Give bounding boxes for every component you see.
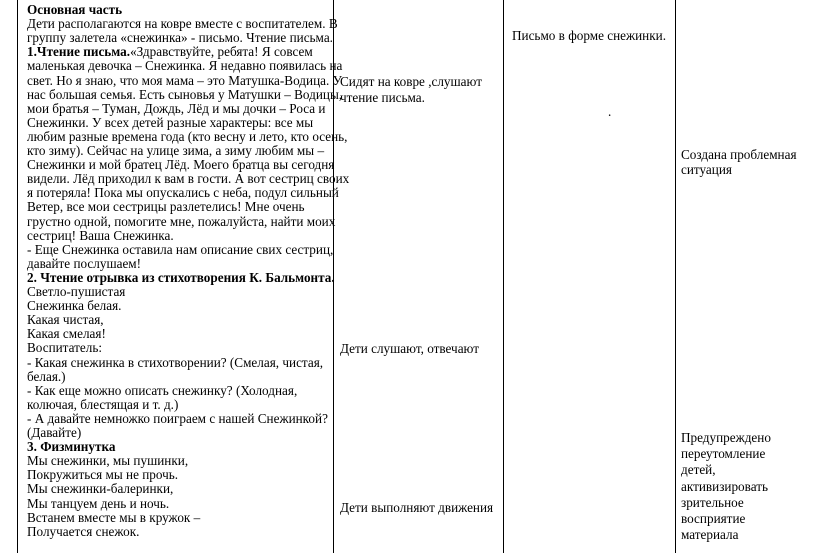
children-activity-1-line-1: Сидят на ковре ,слушают (340, 74, 482, 89)
result-2-line: активизировать (681, 478, 768, 494)
text-segment: Снежинки. У всех детей разные характеры: все мы (27, 114, 314, 130)
bold-text-segment: 3. Физминутка (27, 439, 116, 455)
text-segment: Какая смелая! (27, 326, 106, 342)
text-segment: давайте послушаем! (27, 255, 142, 271)
result-1-line-1: Создана проблемная (681, 147, 797, 162)
text-segment: - Еще Снежинка оставила нам описание свих сестриц, (27, 241, 334, 257)
text-segment: (Давайте) (27, 425, 82, 440)
result-2-line: восприятие (681, 511, 746, 526)
text-segment: маленькая девочка – Снежинка. Я недавно появилась на (27, 58, 343, 74)
text-segment: видели. Лёд приходил к вам в гости. А вот сестриц своих (27, 171, 350, 187)
text-segment: - Как еще можно описать снежинку? (Холодная, (27, 382, 298, 398)
text-segment: Светло-пушистая (27, 284, 126, 299)
table-border-left (17, 0, 18, 553)
materials-item-1: Письмо в форме снежинки. (512, 28, 666, 43)
text-segment: колючая, блестящая и т. д.) (27, 396, 179, 412)
result-2-line: Предупреждено (681, 430, 771, 445)
text-segment: кто зиму). Сейчас на улице зима, а зиму любим мы – (27, 143, 325, 158)
lesson-text-line (27, 524, 139, 540)
text-segment: любим разные времена года (кто весну и лето, кто осень, (27, 128, 348, 144)
materials-cell (512, 0, 672, 553)
text-segment: белая.) (27, 368, 66, 384)
table-divider-2 (503, 0, 504, 553)
results-cell (681, 0, 811, 553)
text-segment: Мы танцуем день и ночь. (27, 495, 170, 511)
table-divider-3 (675, 0, 676, 553)
children-activity-2: Дети слушают, отвечают (340, 341, 479, 356)
text-segment: Воспитатель: (27, 340, 102, 356)
text-segment: Мы снежинки-балеринки, (27, 481, 174, 497)
children-activity-cell (340, 0, 500, 553)
lesson-content-cell (27, 0, 350, 553)
children-activity-1-line-2: чтение письма. (340, 90, 425, 105)
text-segment: сестриц! Ваша Снежинка. (27, 227, 174, 243)
text-segment: Мы снежинки, мы пушинки, (27, 453, 189, 469)
text-segment: свет. Но я знаю, что моя мама – это Матушка-Водица. У (27, 72, 342, 88)
result-2-line: детей, (681, 462, 716, 478)
text-segment: нас большая семья. Есть сыновья у Матушки – Водицы, (27, 86, 343, 102)
text-segment: Покружиться мы не прочь. (27, 467, 179, 483)
text-segment: грустно одной, помогите мне, пожалуйста, найти моих (27, 213, 336, 229)
bold-text-segment: 1.Чтение письма. (27, 44, 131, 60)
result-2-line: материала (681, 527, 739, 543)
materials-dot: . (608, 104, 612, 119)
text-segment: Снежинки и мой братец Лёд. Моего братца вы сегодня (27, 157, 335, 173)
result-1-line-2: ситуация (681, 162, 732, 177)
text-segment: Получается снежок. (27, 523, 140, 539)
text-segment: Снежинка белая. (27, 298, 122, 314)
text-segment: Какая чистая, (27, 312, 104, 328)
text-segment: группу залетела «снежинка» - письмо. Чтение письма. (27, 30, 333, 46)
text-segment: мои братья – Туман, Дождь, Лёд и мы дочки – Роса и (27, 100, 326, 116)
children-activity-3: Дети выполняют движения (340, 500, 494, 515)
result-2-line: переутомление (681, 446, 766, 462)
text-segment: - А давайте немножко поиграем с нашей Снежинкой? (27, 410, 328, 426)
lesson-text-line (27, 355, 323, 371)
text-segment: «Здравствуйте, ребята! Я совсем (130, 44, 313, 60)
text-segment: - Какая снежинка в стихотворении? (Смелая, чистая, (27, 354, 324, 370)
text-segment: Ветер, все мои сестрицы разлетелись! Мне очень (27, 199, 305, 215)
bold-text-segment: Основная часть (27, 2, 123, 17)
text-segment: Дети располагаются на ковре вместе с воспитателем. В (27, 16, 338, 32)
result-2-line: зрительное (681, 494, 744, 510)
bold-text-segment: 2. Чтение отрывка из стихотворения К. Бальмонта. (27, 269, 335, 285)
text-segment: Встанем вместе мы в кружок – (27, 509, 201, 525)
text-segment: я потеряла! Пока мы опускались с неба, подул сильный (27, 185, 339, 201)
